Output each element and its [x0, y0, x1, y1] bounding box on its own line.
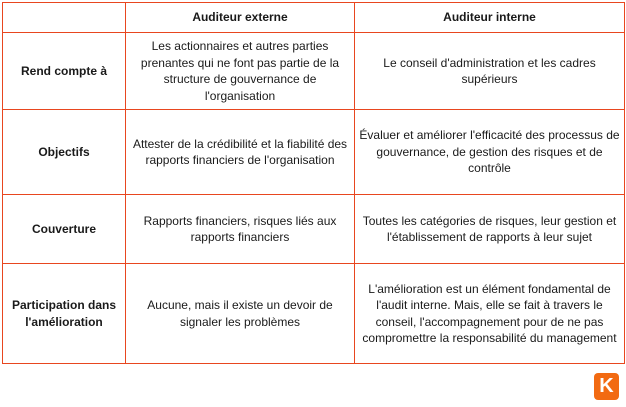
- row-label: Objectifs: [3, 110, 126, 195]
- row-label: Participation dans l'amélioration: [3, 264, 126, 364]
- cell-external: Rapports financiers, risques liés aux rapports financiers: [126, 195, 355, 264]
- row-label: Couverture: [3, 195, 126, 264]
- cell-internal: Le conseil d'administration et les cadres supérieurs: [355, 33, 625, 110]
- header-internal-auditor: Auditeur interne: [355, 3, 625, 33]
- header-row: [3, 3, 625, 33]
- table-row: [3, 264, 625, 364]
- header-external-auditor: Auditeur externe: [126, 3, 355, 33]
- comparison-table: [2, 2, 625, 364]
- table-row: [3, 110, 625, 195]
- cell-external: Aucune, mais il existe un devoir de signaler les problèmes: [126, 264, 355, 364]
- cell-internal: L'amélioration est un élément fondamental de l'audit interne. Mais, elle se fait à travers le conseil, l'accompagnement pour de ne pas compromettre la responsabilité du management: [355, 264, 625, 364]
- table-row: [3, 33, 625, 110]
- k-logo-icon: K: [594, 373, 619, 400]
- cell-external: Les actionnaires et autres parties prenantes qui ne font pas partie de la structure de gouvernance de l'organisation: [126, 33, 355, 110]
- cell-internal: Toutes les catégories de risques, leur gestion et l'établissement de rapports à leur sujet: [355, 195, 625, 264]
- header-empty: [3, 3, 126, 33]
- cell-internal: Évaluer et améliorer l'efficacité des processus de gouvernance, de gestion des risques et de contrôle: [355, 110, 625, 195]
- cell-external: Attester de la crédibilité et la fiabilité des rapports financiers de l'organisation: [126, 110, 355, 195]
- table-row: [3, 195, 625, 264]
- row-label: Rend compte à: [3, 33, 126, 110]
